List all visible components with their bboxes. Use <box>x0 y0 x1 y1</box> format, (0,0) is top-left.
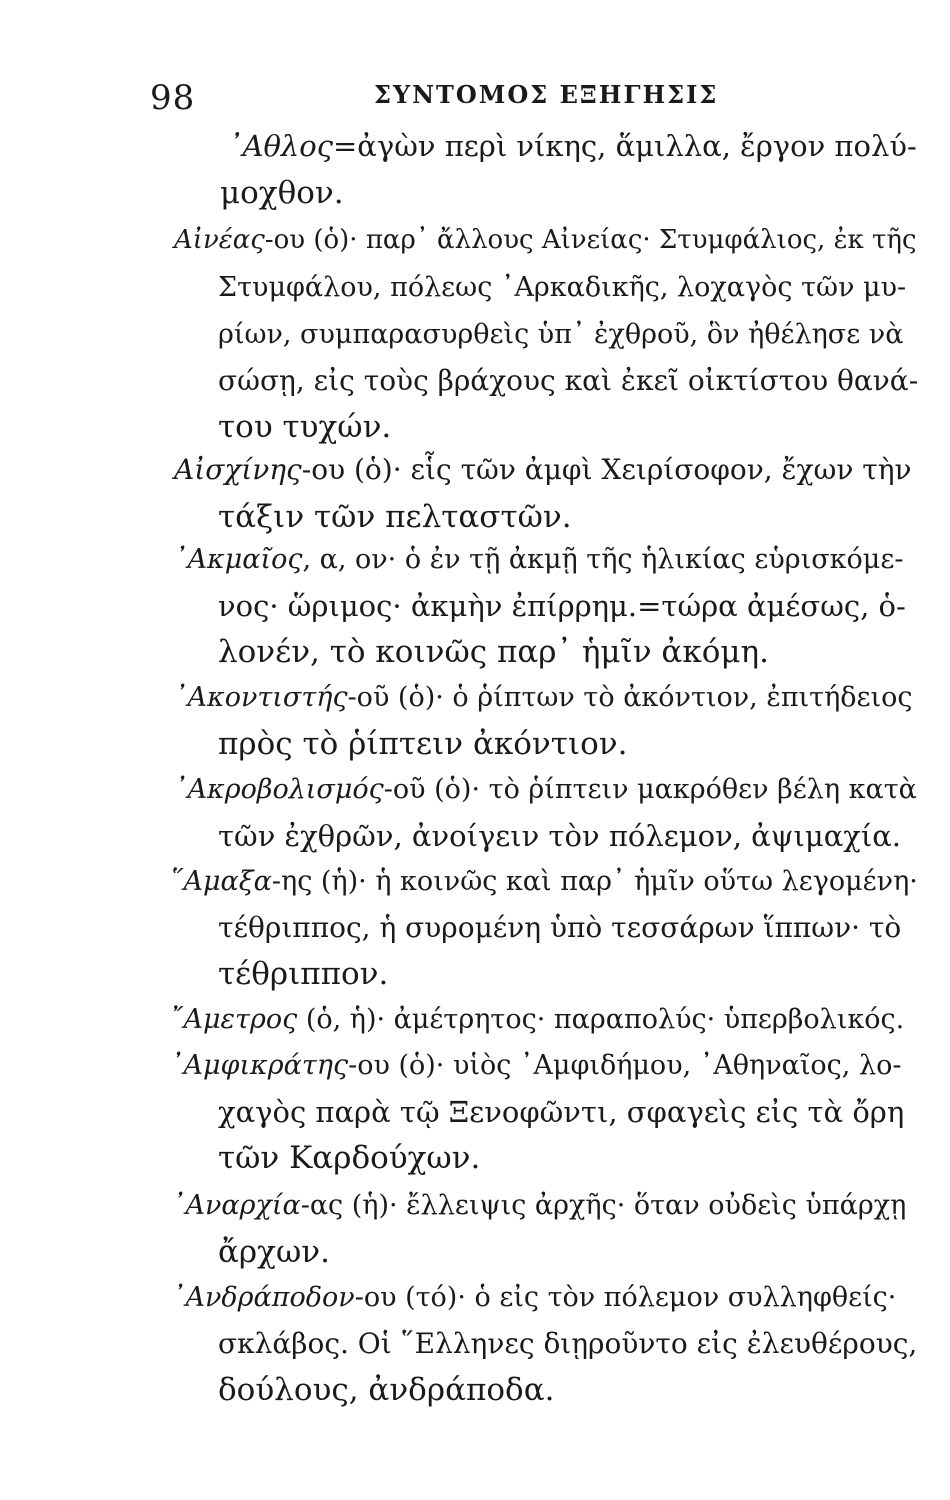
definition-text: =ἀγὼν περὶ νίκης, ἅμιλλα, ἔργον πολύ- <box>332 129 917 163</box>
headword: ᾿Ακμαῖος <box>174 544 303 575</box>
continuation-line <box>218 724 627 764</box>
continuation-line <box>218 908 901 948</box>
headword: Αἰνέας <box>174 225 265 255</box>
continuation-line <box>218 586 906 626</box>
definition-text: -οῦ (ὁ)· ὁ ῥίπτων τὸ ἀκόντιον, ἐπιτήδειος <box>347 682 913 713</box>
definition-text: ἄρχων. <box>218 1234 330 1270</box>
continuation-line <box>218 1138 480 1178</box>
definition-text: λονέν, τὸ κοινῶς παρ᾽ ἡμῖν ἀκόμη. <box>218 634 769 670</box>
entry-line <box>170 1000 904 1040</box>
definition-text: μοχθον. <box>220 175 344 211</box>
definition-text: σώσῃ, εἰς τοὺς βράχους καὶ ἐκεῖ οἰκτίστου θανά- <box>218 364 919 397</box>
page-number: 98 <box>150 78 196 118</box>
headword: ᾿Ακοντιστής <box>174 682 348 713</box>
continuation-line <box>218 1232 330 1272</box>
definition-text: σκλάβος. Οἱ ῞Ελληνες διῃροῦντο εἰς ἐλευθέρους, <box>218 1327 918 1360</box>
headword: ῞Αμαξα <box>170 866 272 897</box>
running-head: ΣΥΝΤΟΜΟΣ ΕΞΗΓΗΣΙΣ <box>374 80 719 109</box>
headword: Αἰσχίνης <box>174 453 302 486</box>
definition-text: πρὸς τὸ ῥίπτειν ἀκόντιον. <box>218 726 628 762</box>
entry-line <box>174 770 917 810</box>
continuation-line <box>218 361 918 401</box>
entry-line <box>172 1278 896 1318</box>
continuation-line <box>218 816 901 856</box>
definition-text: -ας (ἡ)· ἔλλειψις ἀρχῆς· ὅταν οὐδεὶς ὑπάρχῃ <box>300 1190 907 1221</box>
continuation-line <box>218 268 906 308</box>
entry-line <box>174 220 917 260</box>
definition-text: -ου (ὁ)· εἷς τῶν ἀμφὶ Χειρίσοφον, ἔχων τὴν <box>301 453 912 486</box>
definition-text: χαγὸς παρὰ τῷ Ξενοφῶντι, σφαγεὶς εἰς τὰ ὄρη <box>218 1095 905 1129</box>
entry-line <box>174 540 903 580</box>
continuation-line <box>218 407 391 447</box>
headword: ᾿Αμφικράτης <box>170 1050 349 1081</box>
definition-text: -ης (ἡ)· ἡ κοινῶς καὶ παρ᾽ ἡμῖν οὕτω λεγομένη· <box>271 866 918 897</box>
headword: ῎Αμετρος <box>170 1004 298 1035</box>
definition-text: ρίων, συμπαρασυρθεὶς ὑπ᾽ ἐχθροῦ, ὃν ἠθέλησε νὰ <box>218 319 904 350</box>
definition-text: -ου (ὁ)· παρ᾽ ἄλλους Αἰνείας· Στυμφάλιος, ἐκ τῆς <box>264 225 917 255</box>
continuation-line <box>218 954 388 994</box>
continuation-line <box>218 1092 904 1132</box>
definition-text: τάξιν τῶν πελταστῶν. <box>218 499 572 535</box>
definition-text: τῶν Καρδούχων. <box>218 1140 481 1176</box>
headword: ᾿Αθλος <box>228 129 333 163</box>
definition-text: τέθριππος, ἡ συρομένη ὑπὸ τεσσάρων ἵππων· τὸ <box>218 911 902 944</box>
continuation-line <box>220 173 344 213</box>
continuation-line <box>218 632 769 672</box>
entry-line <box>170 1046 901 1086</box>
headword: ᾿Αναρχία <box>172 1190 301 1221</box>
definition-text: -οῦ (ὁ)· τὸ ῥίπτειν μακρόθεν βέλη κατὰ <box>383 774 917 805</box>
headword: ᾿Ανδράποδον <box>172 1282 355 1313</box>
continuation-line <box>218 315 903 355</box>
continuation-line <box>218 497 572 537</box>
definition-text: Στυμφάλου, πόλεως ᾿Αρκαδικῆς, λοχαγὸς τῶν μυ- <box>218 272 907 303</box>
definition-text: του τυχών. <box>218 409 392 445</box>
definition-text: -ου (ὁ)· υἱὸς ᾿Αμφιδήμου, ᾿Αθηναῖος, λο- <box>348 1050 902 1081</box>
definition-text: (ὁ, ἡ)· ἀμέτρητος· παραπολύς· ὑπερβολικός. <box>297 1004 905 1035</box>
entry-line <box>174 678 912 718</box>
entry-line <box>228 126 917 166</box>
definition-text: νος· ὥριμος· ἀκμὴν ἐπίρρημ.=τώρα ἀμέσως, ὁ- <box>218 589 906 623</box>
continuation-line <box>218 1370 555 1410</box>
definition-text: δούλους, ἀνδράποδα. <box>218 1372 555 1408</box>
definition-text: τῶν ἐχθρῶν, ἀνοίγειν τὸν πόλεμον, ἀψιμαχία. <box>218 819 902 853</box>
headword: ᾿Ακροβολισμός <box>174 774 384 805</box>
definition-text: , α, ον· ὁ ἐν τῇ ἀκμῇ τῆς ἡλικίας εὑρισκόμε- <box>302 544 904 575</box>
continuation-line <box>218 1324 917 1364</box>
entry-line <box>172 1186 906 1226</box>
definition-text: τέθριππον. <box>218 956 389 992</box>
entry-line <box>174 450 912 490</box>
definition-text: -ου (τό)· ὁ εἰς τὸν πόλεμον συλληφθείς· <box>354 1282 897 1313</box>
entry-line <box>170 862 918 902</box>
